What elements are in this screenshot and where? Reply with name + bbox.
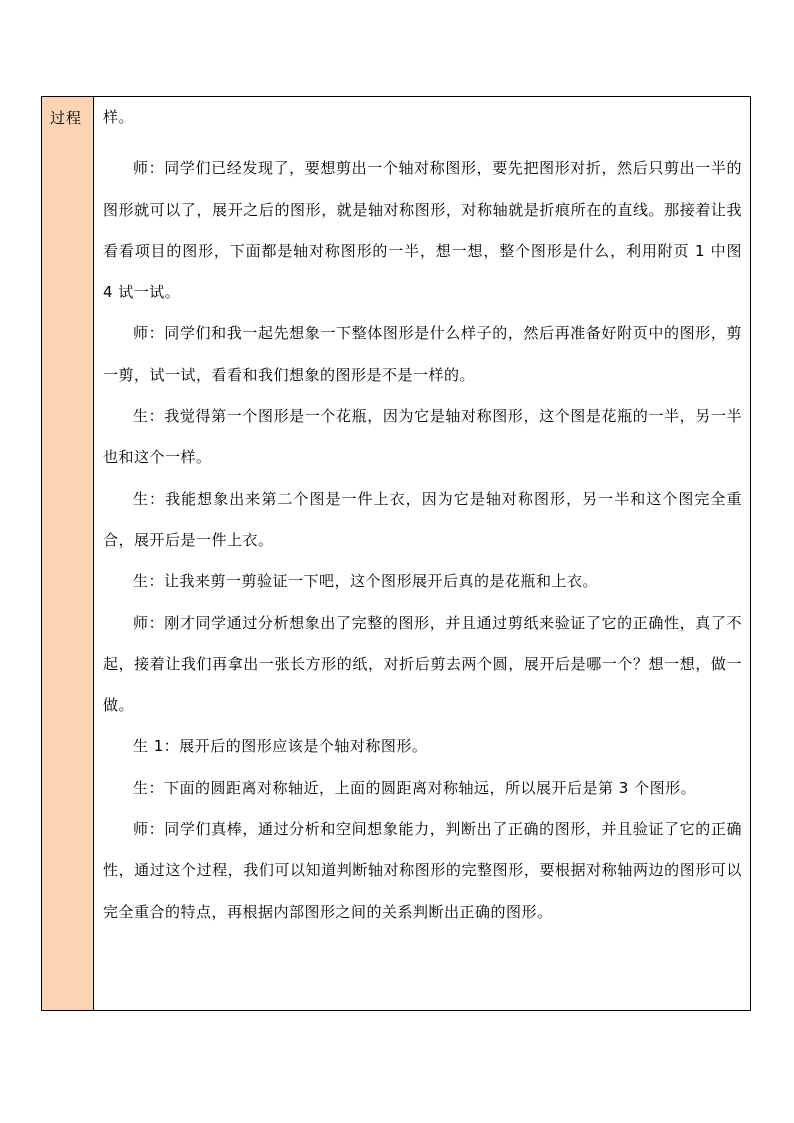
paragraph-teacher-4: 师：同学们真棒，通过分析和空间想象能力，判断出了正确的图形，并且验证了它的正确性，通过这个过程，我们可以知道判断轴对称图形的完整图形，要根据对称轴两边的图形可以完全重合的特点，再根据内部图形之间的关系判断出正确的图形。 — [103, 820, 742, 921]
paragraph-student-2: 生：我能想象出来第二个图是一件上衣，因为它是轴对称图形，另一半和这个图完全重合，展开后是一件上衣。 — [103, 489, 742, 549]
lesson-table — [41, 96, 751, 1011]
paragraph-student-5: 生：下面的圆距离对称轴近，上面的圆距离对称轴远，所以展开后是第 3 个图形。 — [133, 778, 697, 797]
paragraph-student-3: 生：让我来剪一剪验证一下吧，这个图形展开后真的是花瓶和上衣。 — [133, 572, 599, 591]
lesson-content-cell — [94, 97, 750, 1010]
paragraph-teacher-2: 师：同学们和我一起先想象一下整体图形是什么样子的，然后再准备好附页中的图形，剪一剪，试一试，看看和我们想象的图形是不是一样的。 — [103, 324, 742, 384]
paragraph-continuation: 样。 — [103, 108, 135, 126]
section-label-cell — [42, 97, 94, 1010]
paragraph-student-4: 生 1：展开后的图形应该是个轴对称图形。 — [133, 737, 428, 756]
paragraph-teacher-3: 师：刚才同学通过分析想象出了完整的图形，并且通过剪纸来验证了它的正确性，真了不起，接着让我们再拿出一张长方形的纸，对折后剪去两个圆，展开后是哪一个？想一想，做一做。 — [103, 613, 742, 715]
paragraph-student-1: 生：我觉得第一个图形是一个花瓶，因为它是轴对称图形，这个图是花瓶的一半，另一半也和这个一样。 — [103, 407, 742, 467]
paragraph-teacher-1: 师：同学们已经发现了，要想剪出一个轴对称图形，要先把图形对折，然后只剪出一半的图形就可以了，展开之后的图形，就是轴对称图形，对称轴就是折痕所在的直线。那接着让我看看项目的图形，下面都是轴对称图形的一半，想一想，整个图形是什么，利用附页 1 中图 4 试一试。 — [103, 159, 742, 302]
section-label: 过程 — [50, 109, 83, 127]
